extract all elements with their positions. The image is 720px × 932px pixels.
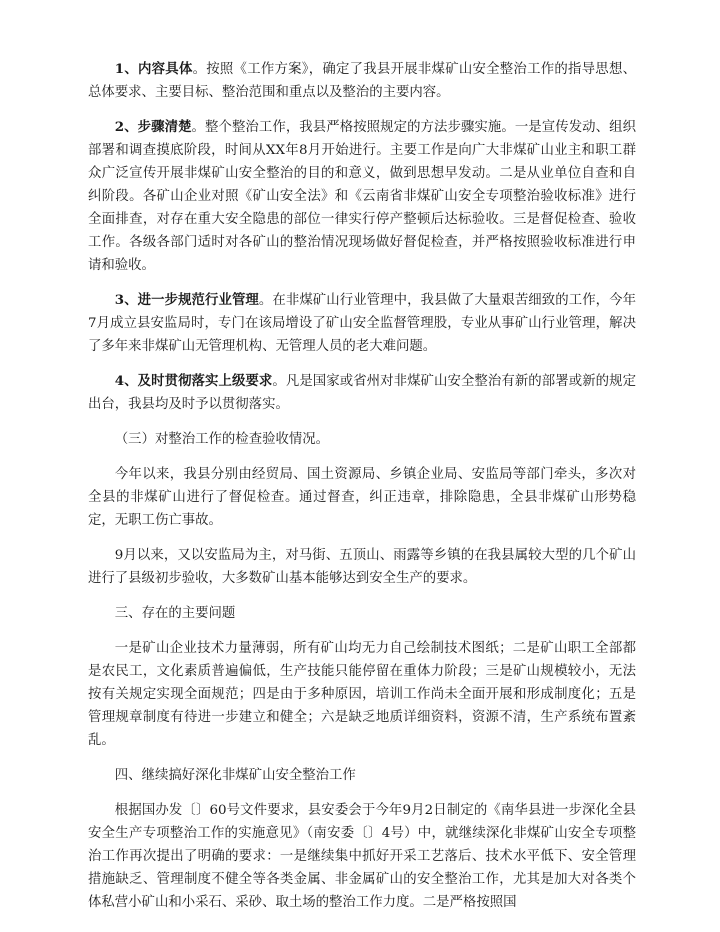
paragraph-text: 根据国办发〔〕60号文件要求，县安委会于今年9月2日制定的《南华县进一步深化全县安全生产专项整治工作的实施意见》（南安委〔〕4号）中，就继续深化非煤矿山安全专项整治工作再次提出了明确的要求：一是继续集中抓好开采工艺落后、技术水平低下、安全管理措施缺乏、管理制度不健全等各类金属、非金属矿山的安全整治工作，尤其是加大对各类个体私营小矿山和小采石、采砂、取土场的整治工作力度。二是严格按照国 [88, 803, 636, 910]
paragraph-industry-management [88, 289, 636, 358]
paragraph-text: 。按照《工作方案》，确定了我县开展非煤矿山安全整治工作的指导思想、总体要求、主要目标、整治范围和重点以及整治的主要内容。 [88, 62, 636, 100]
paragraph-lead: 4、及时贯彻落实上级要求 [114, 373, 273, 389]
section-heading-problems [88, 602, 636, 625]
paragraph-text: 。在非煤矿山行业管理中，我县做了大量艰苦细致的工作，今年7月成立县安监局时，专门在该局增设了矿山安全监督管理股，专业从事矿山行业管理，解决了多年来非煤矿山无管理机构、无管理人员的老大难问题。 [88, 293, 636, 354]
paragraph-lead: 2、步骤清楚 [114, 119, 192, 135]
paragraph-text: 三、存在的主要问题 [114, 606, 236, 621]
paragraph-text: 。整个整治工作，我县严格按照规定的方法步骤实施。一是宣传发动、组织部署和调查摸底阶段，时间从XX年8月开始进行。主要工作是向广大非煤矿山业主和职工群众广泛宣传开展非煤矿山安全整治的目的和意义，做到思想早发动。二是从业单位自查和自纠阶段。各矿山企业对照《矿山安全法》和《云南省非煤矿山安全专项整治验收标准》进行全面排查，对存在重大安全隐患的部位一律实行停产整顿后达标验收。三是督促检查、验收工作。各级各部门适时对各矿山的整治情况现场做好督促检查，并严格按照验收标准进行申请和验收。 [88, 120, 636, 273]
paragraph-text: 9月以来，又以安监局为主，对马街、五顶山、雨露等乡镇的在我县属较大型的几个矿山进行了县级初步验收，大多数矿山基本能够达到安全生产的要求。 [88, 548, 636, 586]
paragraph-text: 今年以来，我县分别由经贸局、国土资源局、乡镇企业局、安监局等部门牵头，多次对全县的非煤矿山进行了督促检查。通过督查，纠正违章，排除隐患，全县非煤矿山形势稳定，无职工伤亡事故。 [88, 467, 636, 528]
paragraph-deepen-requirements [88, 799, 636, 914]
paragraph-lead: 3、进一步规范行业管理 [114, 292, 259, 308]
paragraph-content-specific [88, 58, 636, 104]
paragraph-implement-requirements [88, 370, 636, 416]
section-heading-deepen-rectification [88, 764, 636, 787]
paragraph-september-acceptance [88, 544, 636, 590]
paragraph-text: 一是矿山企业技术力量薄弱，所有矿山均无力自己绘制技术图纸；二是矿山职工全部都是农民工，文化素质普遍偏低，生产技能只能停留在重体力阶段；三是矿山规模较小，无法按有关规定实现全面规范；四是由于多种原因，培训工作尚未全面开展和形成制度化；五是管理规章制度有待进一步建立和健全；六是缺乏地质详细资料，资源不清，生产系统布置紊乱。 [88, 641, 636, 748]
paragraph-lead: 1、内容具体 [114, 61, 193, 77]
section-heading-inspection [88, 428, 636, 451]
paragraph-text: （三）对整治工作的检查验收情况。 [114, 432, 330, 447]
paragraph-text: 。凡是国家或省州对非煤矿山安全整治有新的部署或新的规定出台，我县均及时予以贯彻落实。 [88, 374, 636, 412]
paragraph-inspection-this-year [88, 463, 636, 532]
document-page [88, 58, 636, 926]
paragraph-clear-steps [88, 116, 636, 277]
paragraph-text: 四、继续搞好深化非煤矿山安全整治工作 [114, 768, 356, 783]
paragraph-problems-list [88, 637, 636, 752]
